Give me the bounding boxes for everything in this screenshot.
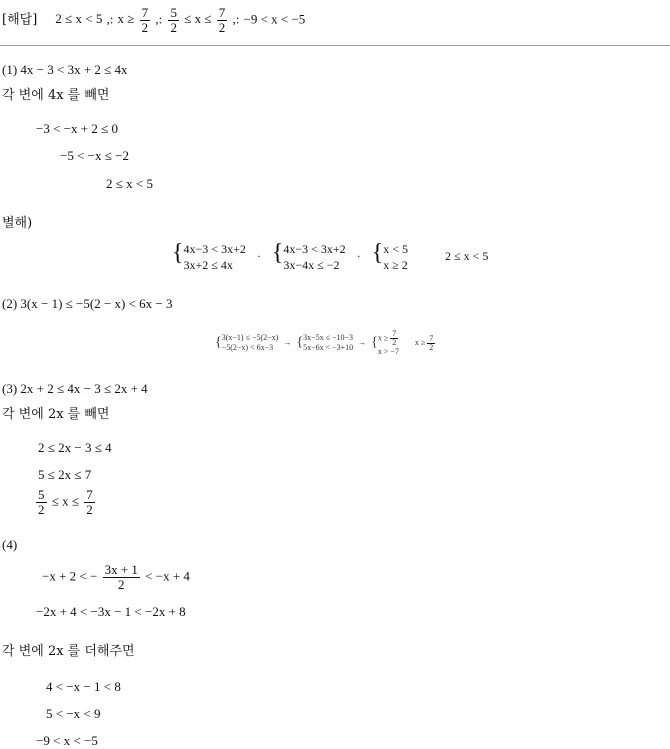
problem-3-step-1: 2 ≤ 2x − 3 ≤ 4 [38,440,112,455]
problem-1-step-1: −3 < −x + 2 ≤ 0 [36,121,118,136]
separator: ,: [232,11,240,27]
alternative-result: 2 ≤ x < 5 [445,248,489,263]
system-line: 4x−3 < 3x+2 [183,242,246,256]
answer-3: $\frac{5}{2}$ ≤ x ≤ $\frac{7}{2}$ [170,5,226,35]
problem-4-step-1: −x + 2 < − $\frac{3x + 1}{2}$ < −x + 4 [42,562,190,592]
problem-4-note: 각 변에 2x 를 더해주면 [2,644,135,659]
problem-1-note: 각 변에 4x 를 빼면 [2,88,110,103]
answer-2: x ≥ $\frac{7}{2}$ [117,5,149,35]
answer-tag: [해답] [2,12,38,28]
alternative-label: 별해) [2,216,33,231]
separator: ,: [106,11,114,27]
problem-2-title: (2) 3(x − 1) ≤ −5(2 − x) < 6x − 3 [2,296,173,311]
system-line: 4x−3 < 3x+2 [283,242,346,256]
problem-1-step-3: 2 ≤ x < 5 [106,176,153,191]
problem-4-title: (4) [2,537,18,552]
problem-3-step-2: 5 ≤ 2x ≤ 7 [38,467,92,482]
problem-3-title: (3) 2x + 2 ≤ 4x − 3 ≤ 2x + 4 [2,381,148,396]
divider [0,45,670,46]
problem-4-step-2: −2x + 4 < −3x − 1 < −2x + 8 [36,604,186,619]
problem-1-title: (1) 4x − 3 < 3x + 2 ≤ 4x [2,62,128,77]
problem-4-step-4: 5 < −x < 9 [46,706,101,721]
system-line: 3x−4x ≤ −2 [283,258,340,272]
problem-3-note: 각 변에 2x 를 빼면 [2,407,110,422]
problem-1-step-2: −5 < −x ≤ −2 [60,148,129,163]
alternative-solution: {4x−3 < 3x+2 3x+2 ≤ 4x · {4x−3 < 3x+2 3x−4x ≤ −2 · {x < 5 x ≥ 2 2 ≤ x < 5 [172,239,489,272]
problem-2-solution-image: {3(x−1) ≤ −5(2−x) −5(2−x) < 6x−3 → {3x−5x ≤ −10−3 5x−6x < −3+10 → {x ≥ $\frac{7}{2}$ x > −7 x ≥ $\frac{7}{2}$ [215,329,434,356]
problem-3-step-3: $\frac{5}{2}$ ≤ x ≤ $\frac{7}{2}$ [38,487,93,517]
system-line: 3x+2 ≤ 4x [183,258,233,272]
system-line: x ≥ 2 [383,258,408,272]
answer-1: 2 ≤ x < 5 [55,11,103,27]
answer-4: −9 < x < −5 [243,11,306,27]
system-line: x < 5 [383,242,408,256]
separator: ,: [155,11,163,27]
answer-header [2,6,305,35]
problem-4-step-5: −9 < x < −5 [36,733,98,748]
problem-4-step-3: 4 < −x − 1 < 8 [46,679,121,694]
